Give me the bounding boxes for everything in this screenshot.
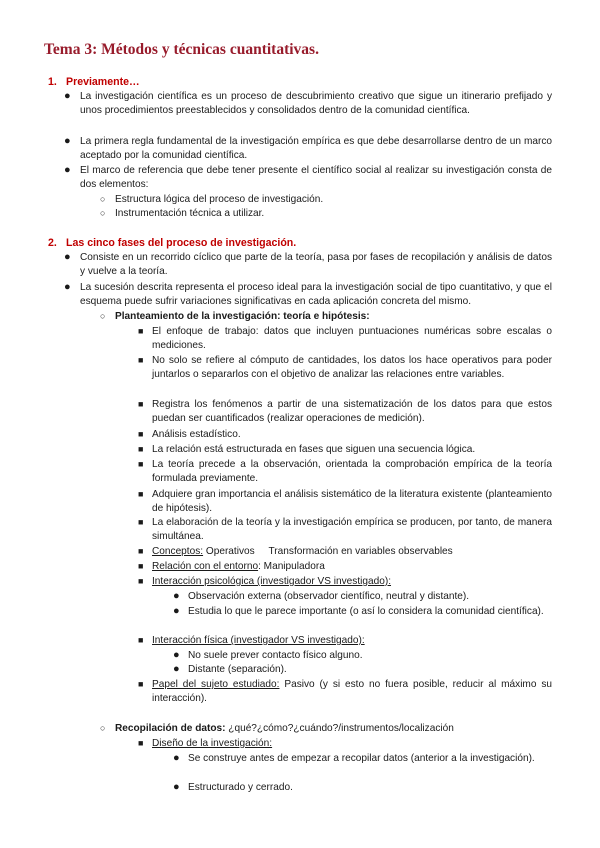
bullet-circle-icon: ○	[100, 194, 106, 204]
section-number: 2.	[48, 237, 57, 249]
bullet-square-icon: ■	[138, 635, 144, 645]
list-item: Estructura lógica del proceso de investigación.	[115, 194, 324, 205]
section-2-heading	[48, 236, 296, 250]
bullet-square-icon: ■	[138, 561, 144, 571]
bullet-dot-icon: ●	[173, 605, 180, 617]
item-label: Relación con el entorno	[152, 561, 259, 572]
bullet-square-icon: ■	[138, 576, 144, 586]
bullet-dot-icon: ●	[173, 649, 180, 661]
bullet-dot-icon: ●	[173, 781, 180, 793]
list-item: Interacción física (investigador VS investigado):	[152, 635, 365, 646]
list-item: La sucesión descrita representa el proceso ideal para la investigación social de tipo cuantitativo, y que el esquema puede sufrir variaciones significativas en cada aplicación concreta del mismo.	[80, 282, 552, 307]
list-item	[152, 545, 552, 559]
document-title: Tema 3: Métodos y técnicas cuantitativas.	[44, 41, 319, 58]
list-item: Diseño de la investigación:	[152, 738, 273, 749]
bullet-dot-icon: ●	[173, 590, 180, 602]
bullet-square-icon: ■	[138, 399, 144, 409]
list-item: Estudia lo que le parece importante (o así lo considera la comunidad científica).	[188, 606, 544, 617]
bullet-dot-icon: ●	[173, 752, 180, 764]
phase-1-title: Planteamiento de la investigación: teoría e hipótesis:	[115, 311, 370, 322]
list-item: Estructurado y cerrado.	[188, 782, 293, 793]
bullet-square-icon: ■	[138, 489, 144, 499]
list-item: Observación externa (observador científico, neutral y distante).	[188, 591, 470, 602]
list-item: La elaboración de la teoría y la investigación empírica se producen, por tanto, de manera simultánea.	[152, 517, 552, 542]
section-1-heading	[48, 75, 140, 89]
bullet-dot-icon: ●	[64, 281, 71, 293]
bullet-square-icon: ■	[138, 517, 144, 527]
list-item	[152, 678, 552, 705]
bullet-square-icon: ■	[138, 326, 144, 336]
list-item: La relación está estructurada en fases que siguen una secuencia lógica.	[152, 444, 476, 455]
list-item: No solo se refiere al cómputo de cantidades, los datos los hace operativos para poder juntarlos o separarlos con el objetivo de analizar las relaciones entre variables.	[152, 355, 552, 380]
bullet-square-icon: ■	[138, 444, 144, 454]
list-item: La teoría precede a la observación, orientada la comprobación empírica de la teoría formulada previamente.	[152, 459, 552, 484]
bullet-dot-icon: ●	[64, 164, 71, 176]
bullet-square-icon: ■	[138, 546, 144, 556]
item-text: Pasivo (y si esto no fuera posible, reducir al máximo su interacción).	[152, 679, 553, 704]
bullet-dot-icon: ●	[64, 251, 71, 263]
list-item: Instrumentación técnica a utilizar.	[115, 208, 265, 219]
bullet-square-icon: ■	[138, 738, 144, 748]
bullet-square-icon: ■	[138, 679, 144, 689]
phase-2-text: ¿qué?¿cómo?¿cuándo?/instrumentos/localización	[225, 723, 454, 734]
list-item: Registra los fenómenos a partir de una sistematización de los datos para que estos puedan ser cuantificados (realizar operaciones de medición).	[152, 399, 552, 424]
bullet-circle-icon: ○	[100, 208, 106, 218]
list-item: Análisis estadístico.	[152, 429, 241, 440]
list-item	[152, 560, 552, 574]
bullet-circle-icon: ○	[100, 723, 106, 733]
section-title: Previamente…	[66, 76, 140, 88]
section-title: Las cinco fases del proceso de investigación.	[66, 237, 297, 249]
item-text: Operativos Transformación en variables observables	[203, 546, 453, 557]
bullet-dot-icon: ●	[64, 90, 71, 102]
list-item: El enfoque de trabajo: datos que incluyen puntuaciones numéricas sobre escalas o mediciones.	[152, 326, 552, 351]
list-item: Consiste en un recorrido cíclico que parte de la teoría, pasa por fases de recopilación y análisis de datos y vuelve a la teoría.	[80, 252, 552, 277]
bullet-square-icon: ■	[138, 355, 144, 365]
list-item: Se construye antes de empezar a recopilar datos (anterior a la investigación).	[188, 753, 535, 764]
bullet-square-icon: ■	[138, 429, 144, 439]
phase-2-title	[115, 722, 552, 736]
list-item: Interacción psicológica (investigador VS investigado):	[152, 576, 392, 587]
bullet-dot-icon: ●	[173, 663, 180, 675]
item-label: Conceptos:	[152, 546, 204, 557]
bullet-square-icon: ■	[138, 459, 144, 469]
list-item: La primera regla fundamental de la investigación empírica es que debe desarrollarse dentro de un marco aceptado por la comunidad científica.	[80, 136, 552, 161]
phase-2-label: Recopilación de datos:	[115, 723, 226, 734]
section-number: 1.	[48, 76, 57, 88]
bullet-dot-icon: ●	[64, 135, 71, 147]
list-item: El marco de referencia que debe tener presente el científico social al realizar su investigación consta de dos elementos:	[80, 165, 552, 190]
bullet-circle-icon: ○	[100, 311, 106, 321]
list-item: La investigación científica es un proceso de descubrimiento creativo que sigue un itinerario prefijado y unos procedimientos preestablecidos y consolidados dentro de la comunidad científica.	[80, 91, 552, 116]
item-label: Papel del sujeto estudiado:	[152, 679, 280, 690]
item-text: : Manipuladora	[258, 561, 325, 572]
list-item: Adquiere gran importancia el análisis sistemático de la literatura existente (planteamiento de hipótesis).	[152, 489, 552, 514]
list-item: No suele prever contacto físico alguno.	[188, 650, 363, 661]
list-item: Distante (separación).	[188, 664, 287, 675]
